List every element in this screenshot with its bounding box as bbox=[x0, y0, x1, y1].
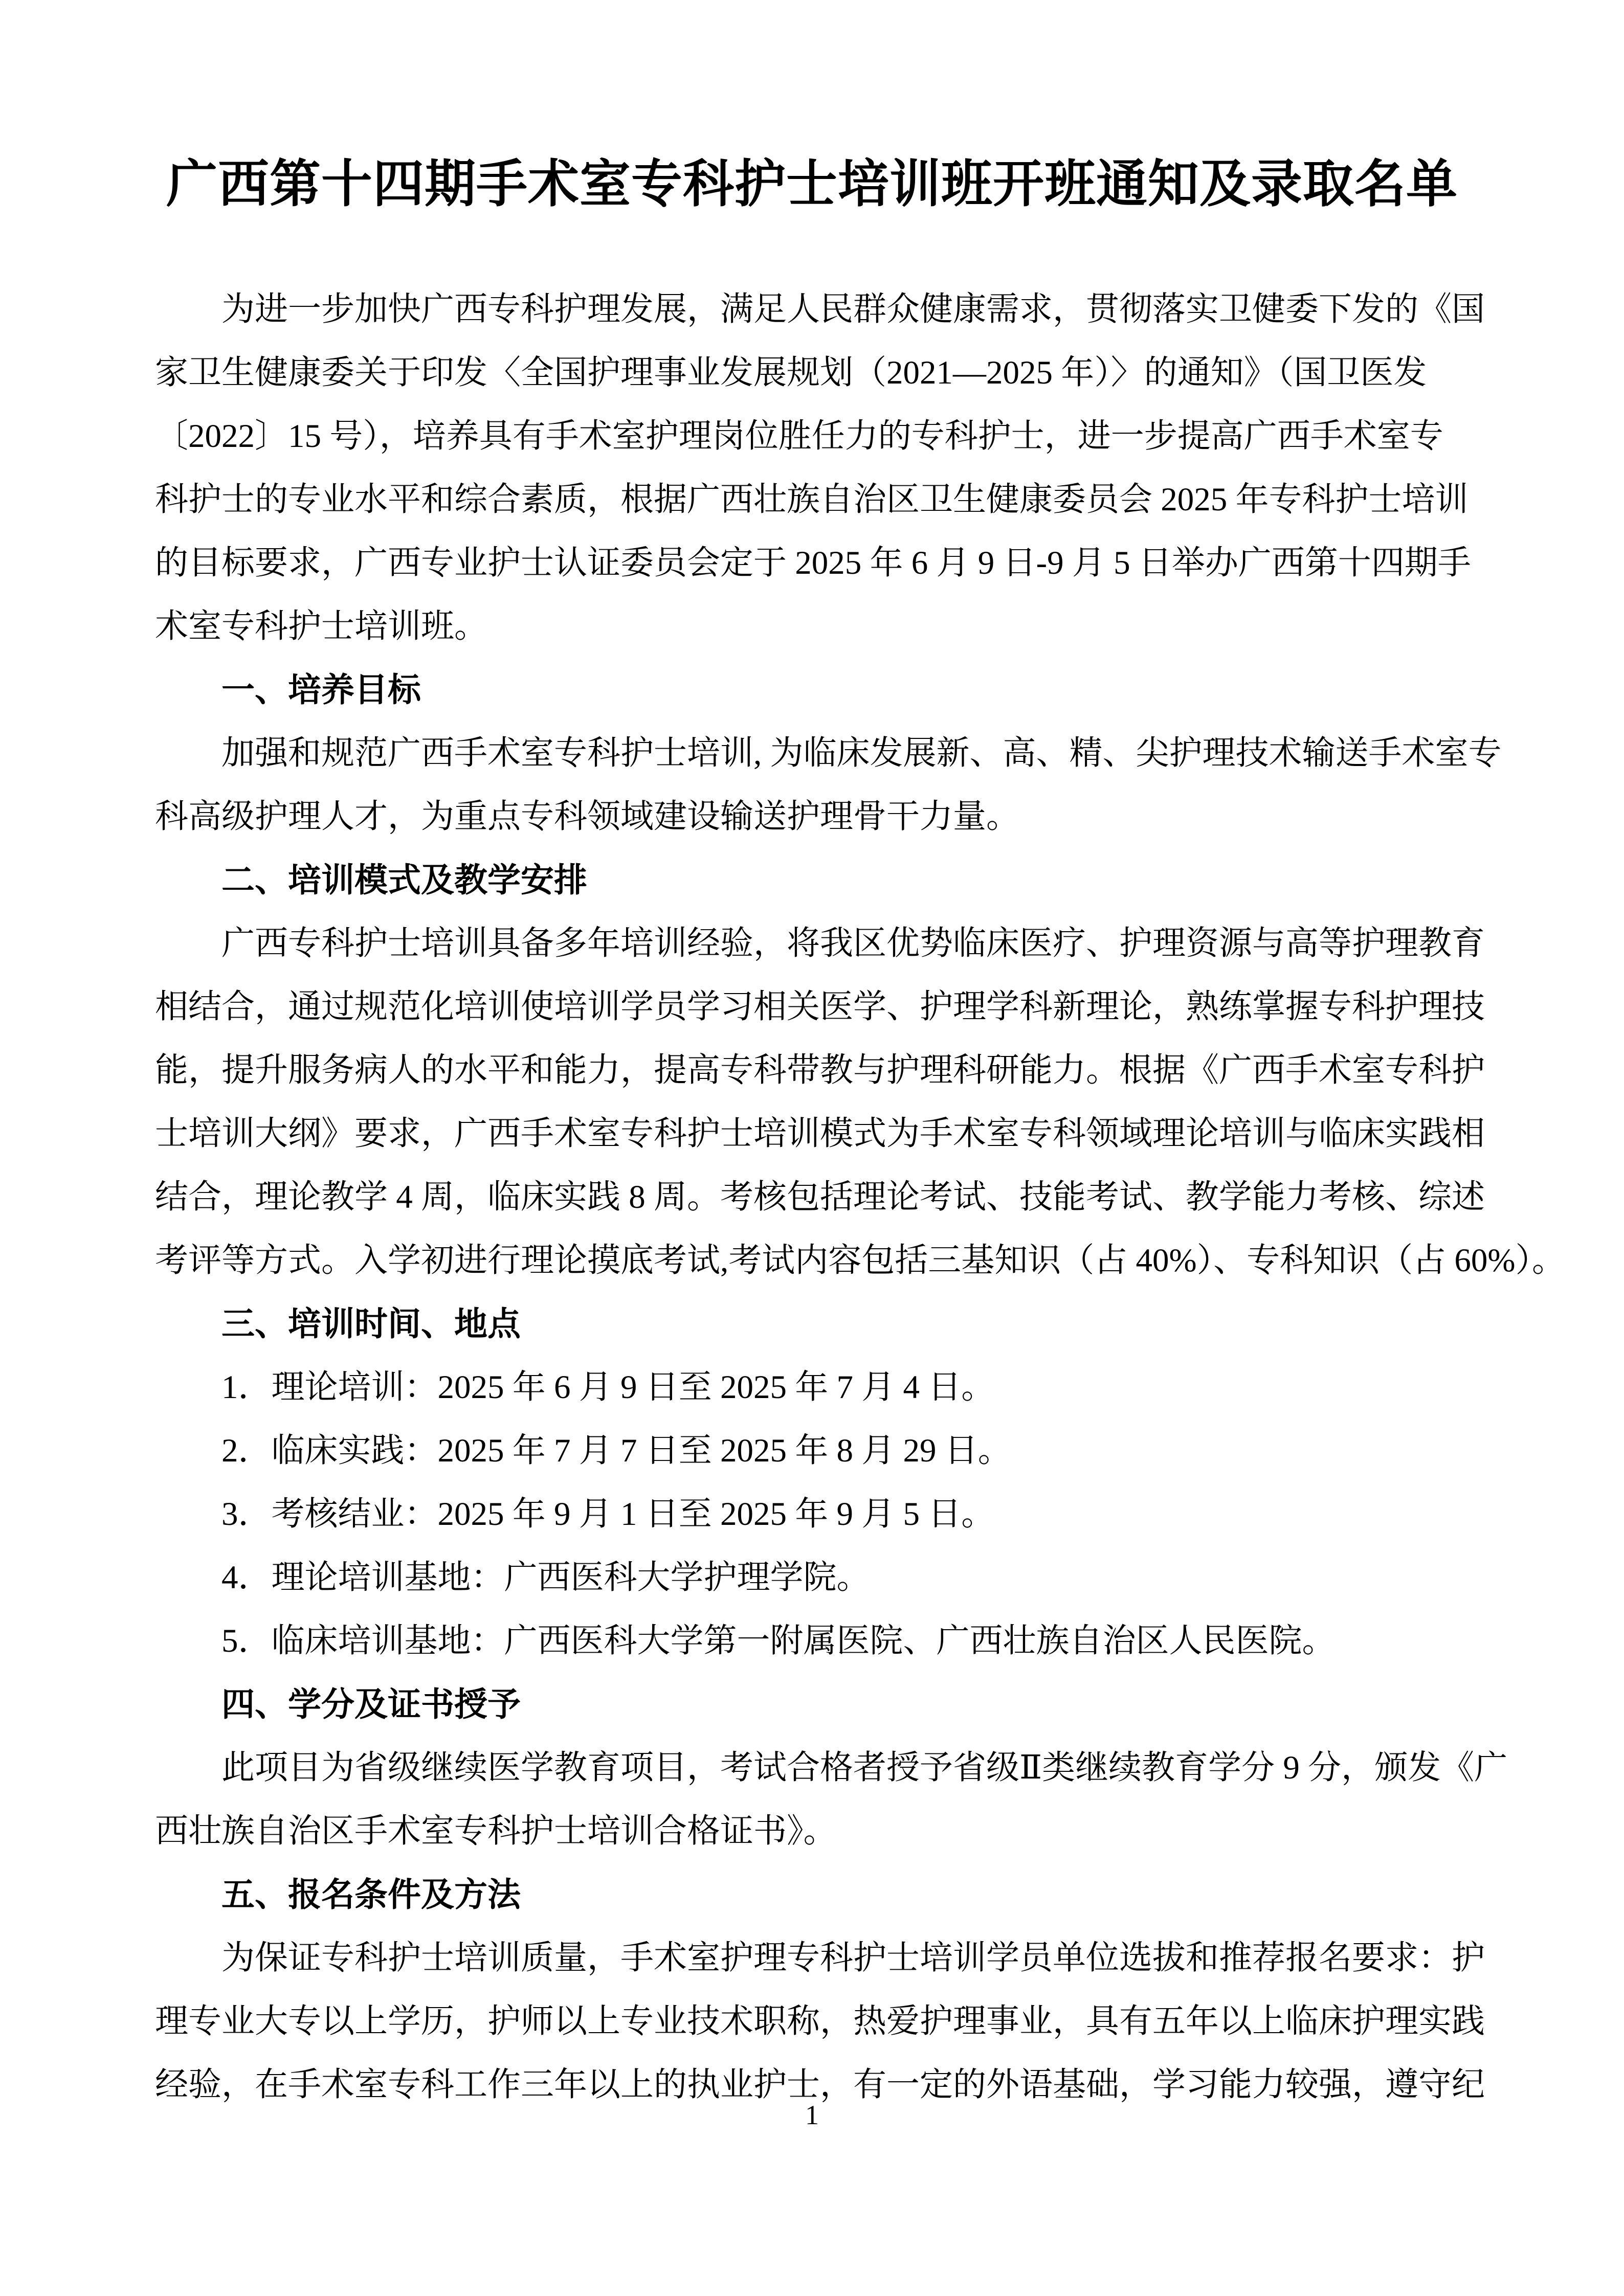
list-item-line: 1．理论培训：2025 年 6 月 9 日至 2025 年 7 月 4 日。 bbox=[221, 1369, 995, 1406]
paragraph-line: 理专业大专以上学历，护师以上专业技术职称，热爱护理事业，具有五年以上临床护理实践 bbox=[155, 2003, 1485, 2040]
paragraph-line: 为进一步加快广西专科护理发展，满足人民群众健康需求，贯彻落实卫健委下发的《国 bbox=[221, 291, 1485, 328]
paragraph-line: 为保证专科护士培训质量，手术室护理专科护士培训学员单位选拔和推荐报名要求：护 bbox=[221, 1940, 1485, 1976]
list-item-line: 4．理论培训基地：广西医科大学护理学院。 bbox=[221, 1559, 870, 1596]
page-number: 1 bbox=[805, 2100, 819, 2130]
document-body bbox=[155, 278, 1566, 2117]
paragraph-line: 家卫生健康委关于印发〈全国护理事业发展规划（2021—2025 年）〉的通知》（国卫医发 bbox=[155, 354, 1427, 391]
paragraph-line: 加强和规范广西手术室专科护士培训, 为临床发展新、高、精、尖护理技术输送手术室专 bbox=[221, 735, 1502, 772]
list-item-line: 3．考核结业：2025 年 9 月 1 日至 2025 年 9 月 5 日。 bbox=[221, 1496, 995, 1533]
paragraph-line: 结合，理论教学 4 周，临床实践 8 周。考核包括理论考试、技能考试、教学能力考核、综述 bbox=[155, 1179, 1485, 1215]
paragraph-line: 相结合，通过规范化培训使培训学员学习相关医学、护理学科新理论，熟练掌握专科护理技 bbox=[155, 988, 1485, 1025]
list-item-line: 2．临床实践：2025 年 7 月 7 日至 2025 年 8 月 29 日。 bbox=[221, 1432, 1011, 1469]
paragraph-line: 术室专科护士培训班。 bbox=[155, 608, 488, 645]
section-heading: 四、学分及证书授予 bbox=[221, 1685, 521, 1723]
paragraph-line: 科高级护理人才，为重点专科领域建设输送护理骨干力量。 bbox=[155, 798, 1020, 835]
section-heading: 三、培训时间、地点 bbox=[221, 1305, 521, 1342]
paragraph-line: 科护士的专业水平和综合素质，根据广西壮族自治区卫生健康委员会 2025 年专科护士培训 bbox=[155, 481, 1469, 518]
paragraph-line: 士培训大纲》要求，广西手术室专科护士培训模式为手术室专科领域理论培训与临床实践相 bbox=[155, 1115, 1485, 1152]
paragraph-line: 能，提升服务病人的水平和能力，提高专科带教与护理科研能力。根据《广西手术室专科护 bbox=[155, 1052, 1485, 1089]
section-heading: 一、培养目标 bbox=[221, 671, 421, 708]
section-heading: 五、报名条件及方法 bbox=[221, 1876, 521, 1913]
paragraph-line: 考评等方式。入学初进行理论摸底考试,考试内容包括三基知识（占 40%）、专科知识（占 60%）。 bbox=[155, 1242, 1566, 1279]
paragraph-line: 经验，在手术室专科工作三年以上的执业护士，有一定的外语基础，学习能力较强，遵守纪 bbox=[155, 2066, 1485, 2103]
paragraph-line: 西壮族自治区手术室专科护士培训合格证书》。 bbox=[155, 1813, 837, 1850]
paragraph-line: 〔2022〕15 号），培养具有手术室护理岗位胜任力的专科护士，进一步提高广西手术室专 bbox=[155, 418, 1443, 455]
list-item-line: 5．临床培训基地：广西医科大学第一附属医院、广西壮族自治区人民医院。 bbox=[221, 1623, 1336, 1659]
paragraph-line: 广西专科护士培训具备多年培训经验，将我区优势临床医疗、护理资源与高等护理教育 bbox=[221, 925, 1485, 962]
paragraph-line: 此项目为省级继续医学教育项目，考试合格者授予省级Ⅱ类继续教育学分 9 分，颁发《广 bbox=[221, 1749, 1508, 1786]
document-title: 广西第十四期手术室专科护士培训班开班通知及录取名单 bbox=[166, 155, 1458, 213]
section-heading: 二、培训模式及教学安排 bbox=[221, 861, 588, 898]
paragraph-line: 的目标要求，广西专业护士认证委员会定于 2025 年 6 月 9 日-9 月 5 日举办广西第十四期手 bbox=[155, 545, 1471, 581]
